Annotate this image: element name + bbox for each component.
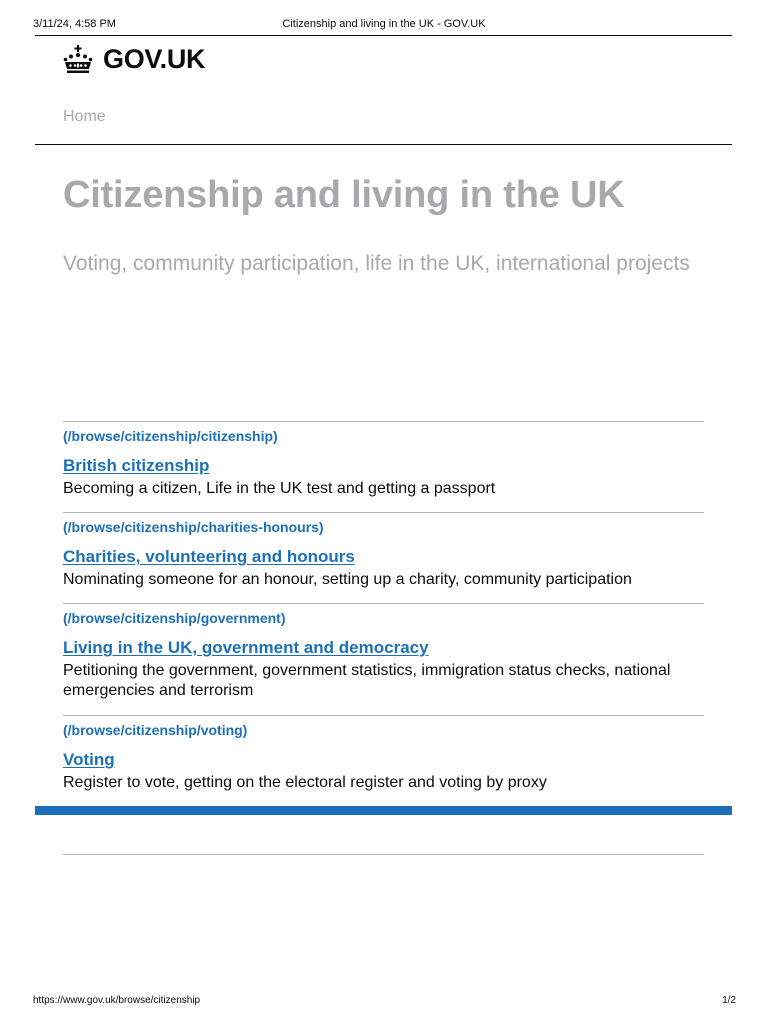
topic-description: Register to vote, getting on the electoral register and voting by proxy xyxy=(63,774,547,791)
page-description: Voting, community participation, life in the UK, international projects xyxy=(63,252,690,275)
topic-description: Nominating someone for an honour, setting up a charity, community participation xyxy=(63,571,632,588)
footer-blue-bar xyxy=(35,806,732,815)
header-divider xyxy=(35,144,732,145)
topic-link-living-in-uk-government[interactable]: Living in the UK, government and democracy xyxy=(63,638,429,657)
topic-link-voting[interactable]: Voting xyxy=(63,750,115,769)
topic-url: (/browse/citizenship/citizenship) xyxy=(63,428,278,444)
topic-item xyxy=(63,715,704,800)
topic-link-british-citizenship[interactable]: British citizenship xyxy=(63,456,210,475)
top-divider xyxy=(35,35,732,36)
topic-url: (/browse/citizenship/charities-honours) xyxy=(63,519,324,535)
topic-item xyxy=(63,603,704,715)
topic-url: (/browse/citizenship/government) xyxy=(63,610,286,626)
govuk-logo-link[interactable] xyxy=(62,43,205,75)
print-document-title: Citizenship and living in the UK - GOV.UK xyxy=(282,18,486,30)
topic-item xyxy=(63,421,704,512)
topic-list xyxy=(63,421,704,800)
topic-item xyxy=(63,512,704,603)
topic-link-charities-volunteering-honours[interactable]: Charities, volunteering and honours xyxy=(63,547,355,566)
print-page-url: https://www.gov.uk/browse/citizenship xyxy=(33,995,201,1006)
footer-divider xyxy=(63,854,704,855)
topic-url: (/browse/citizenship/voting) xyxy=(63,722,248,738)
crown-icon xyxy=(62,44,94,74)
topic-description: Petitioning the government, government statistics, immigration status checks, national emergencies and terrorism xyxy=(63,662,671,699)
print-datetime: 3/11/24, 4:58 PM xyxy=(33,18,116,30)
page-title: Citizenship and living in the UK xyxy=(63,174,625,216)
logo-text: GOV.UK xyxy=(103,43,206,74)
topic-description: Becoming a citizen, Life in the UK test and getting a passport xyxy=(63,480,496,497)
breadcrumb-home[interactable]: Home xyxy=(63,108,106,125)
print-page-number: 1/2 xyxy=(722,995,736,1006)
